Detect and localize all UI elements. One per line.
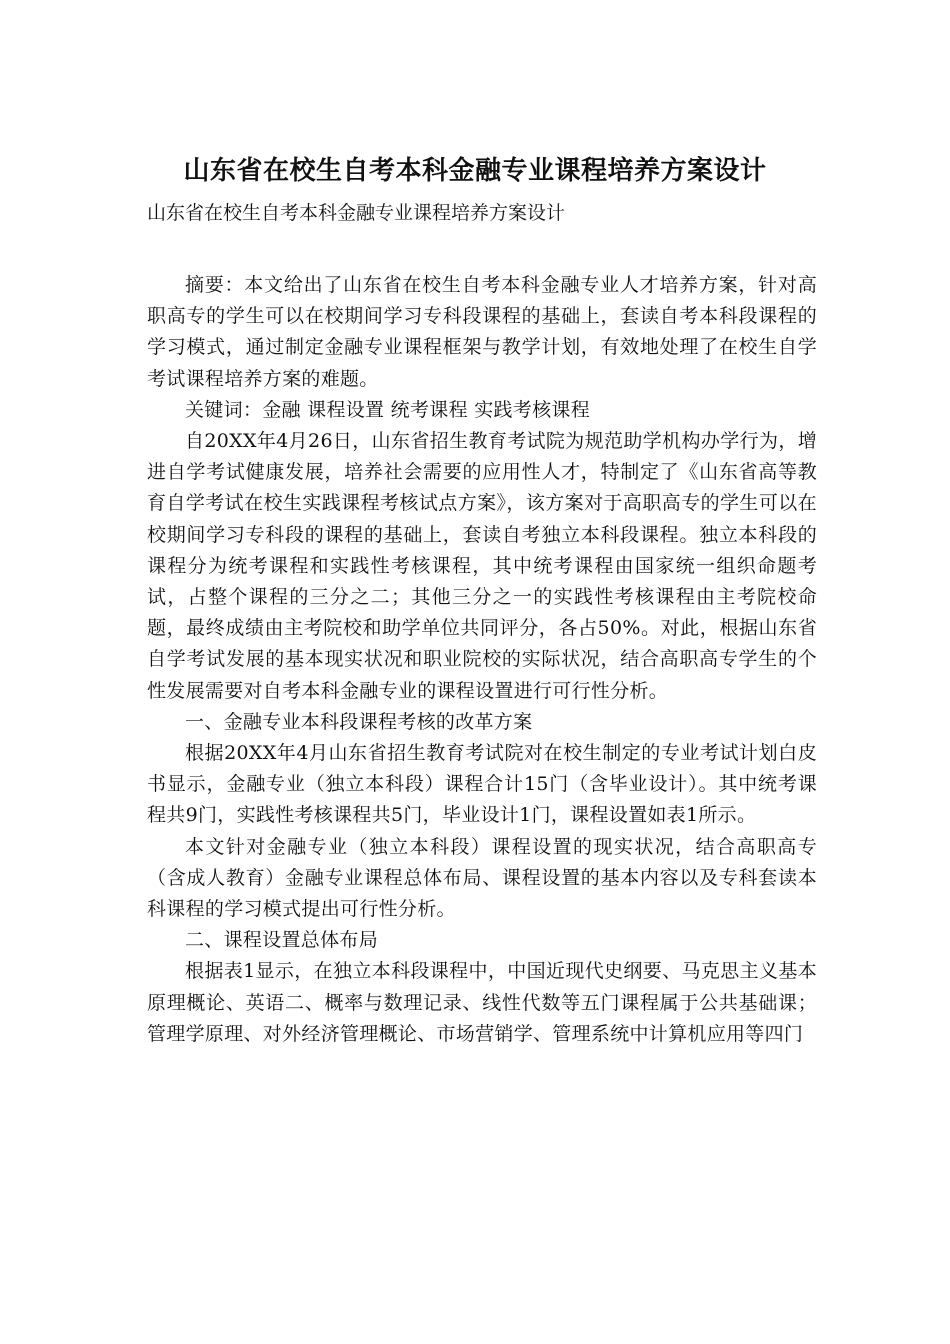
abstract-paragraph: 摘要：本文给出了山东省在校生自考本科金融专业人才培养方案，针对高职高专的学生可以在校期间学习专科段课程的基础上，套读自考本科段课程的学习模式，通过制定金融专业课程框架与教学计划，有效地处理了在校生自学考试课程培养方案的难题。	[147, 274, 817, 390]
keywords-line: 关键词：金融 课程设置 统考课程 实践考核课程	[185, 398, 591, 421]
document-body	[147, 270, 817, 1050]
document-title: 山东省在校生自考本科金融专业课程培养方案设计	[183, 156, 767, 186]
intro-paragraph: 自20XX年4月26日，山东省招生教育考试院为规范助学机构办学行为，增进自学考试健康发展，培养社会需要的应用性人才，特制定了《山东省高等教育自学考试在校生实践课程考核试点方案》，该方案对于高职高专的学生可以在校期间学习专科段的课程的基础上，套读自考独立本科段课程。独立本科段的课程分为统考课程和实践性考核课程，其中统考课程由国家统一组织命题考试，占整个课程的三分之二；其他三分之一的实践性考核课程由主考院校命题，最终成绩由主考院校和助学单位共同评分，各占50%。对此，根据山东省自学考试发展的基本现实状况和职业院校的实际状况，结合高职高专学生的个性发展需要对自考本科金融专业的课程设置进行可行性分析。	[147, 430, 817, 702]
document-subtitle: 山东省在校生自考本科金融专业课程培养方案设计	[147, 202, 566, 224]
section-1-paragraph-2: 本文针对金融专业（独立本科段）课程设置的现实状况，结合高职高专（含成人教育）金融专业课程总体布局、课程设置的基本内容以及专科套读本科课程的学习模式提出可行性分析。	[147, 835, 817, 921]
section-1-paragraph-1: 根据20XX年4月山东省招生教育考试院对在校生制定的专业考试计划白皮书显示，金融专业（独立本科段）课程合计15门（含毕业设计）。其中统考课程共9门，实践性考核课程共5门，毕业设计1门，课程设置如表1所示。	[147, 742, 817, 827]
section-2-paragraph-1: 根据表1显示，在独立本科段课程中，中国近现代史纲要、马克思主义基本原理概论、英语二、概率与数理记录、线性代数等五门课程属于公共基础课；管理学原理、对外经济管理概论、市场营销学、管理系统中计算机应用等四门	[147, 960, 817, 1045]
section-2-heading: 二、课程设置总体布局	[185, 929, 379, 952]
section-1-heading: 一、金融专业本科段课程考核的改革方案	[185, 710, 533, 733]
